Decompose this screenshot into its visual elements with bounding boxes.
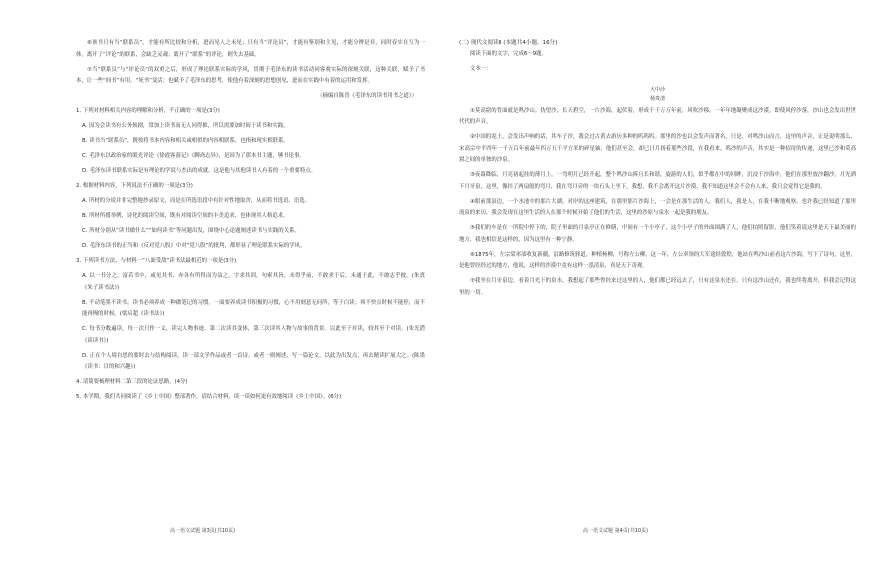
left-paragraph: C. 毛泽东以政治家的眼光评论《徐霞客游记》《聊斋志异》，是因为了那本书主题，够书论事。 — [82, 153, 305, 159]
left-paragraph: A. 以一书分之，富若书中，或见其书，亦各有所得而为益之。字求其训，句索其旨，未得乎前，不敢求于后，未通于此，不敢志乎彼。(朱熹《朱子读书法》) — [82, 273, 425, 291]
left-paragraph: B. 读书当“联系员”，既按将书本内容和相关或相似的内容相联系，也指和现实相联系。 — [82, 138, 289, 144]
section-heading: (二) 现代文阅读Ⅱ (本题共4小题，16分) — [459, 40, 558, 46]
right-paragraph: ①莫高窟的背面就是鸣沙山。伪望沙，长天碧空，一片沙海，起伏着，形成千千万万年前，风吹沙移，一年年地凝聚成这沙漠。即使风停沙落，沙山也会发出世世代代的声音。 — [459, 107, 856, 125]
text-label: 文本一： — [470, 66, 492, 72]
left-paragraph: 3. 下列读书方法，与材料一“八面受敌”读书法最相近的一项是(3分) — [76, 258, 237, 264]
right-paragraph: ⑦我坐在月牙泉边，看着月光下的泉水，我想起了那些曾经来过这里的人，他们都已经远去了，只有这泉水还在，只有这沙山还在，我也终将离开，但我会记得这里的一切。 — [459, 278, 856, 296]
right-page-body — [459, 106, 856, 300]
left-paragraph: D. 毛泽东读书的正当和《反对党八股》中对“党八股”的批判，都彰显了理论联系实际的学风。 — [82, 243, 306, 249]
left-paragraph: C. 每书分数遍读，每一次只作一义，读完人物事迹，第二次读其变体，第三次读其人物与故事的背景。以此至于对读，较其至于对读。(朱光潜《谈读书》) — [82, 326, 425, 344]
left-paragraph: ⑦当“联系员”与“评论员”的双重之后，形成了理论联系实际的学风，贯彻于毛泽东的读书活动同客观实际的深刻关联，这种关联，赋予了书本，让一些“间书”有用，“死书”变活；也赋予了毛泽东的思考，使他有着深刻的思想创见，进而在实践中有着的运用和发挥。 — [76, 66, 425, 84]
left-paragraph: （摘编自陈晋《毛泽东的读书用书之道》） — [317, 93, 417, 99]
left-paragraph: 4. 请简要梳理材料二第三段的论证思路。(4分) — [76, 379, 188, 385]
left-paragraph: B. 不动笔墨不读书，读书必须养成一种做笔记的习惯。一面要养成读书积极的习惯，心不用刻意无问所，等于白读；须不快点时候不能停，而不能再慢的时候。(梁启超《读书法》) — [82, 299, 425, 317]
right-paragraph: ⑤我们的车是在一所院中停下的，院子里面的月泉亭正在修缮，中间有一个小亭子，这个小亭子的外面围满了人，他们拍照留影，他们笑着说这里是天下最美丽的地方，我也相信是这样的，因为这里有一种宁静。 — [459, 225, 856, 243]
left-paragraph: 5. 本学期，我们共同阅读了《乡土中国》整部著作，请结合材料，谈一谈如何更有效地阅读《乡土中国》。(6分) — [76, 394, 342, 400]
instruction: 阅读下面的文字，完成6～9题。 — [470, 51, 547, 57]
article-title: 大中沙 — [649, 86, 665, 93]
left-paragraph: D. 正在个人境自思的要时去与结构阅读，读一部文学作品或者一首诗，或者一则阐述，写一篇论文，以此为出发点，再去精读扩展大之。(陈墨《读书：目的和兴趣》) — [82, 352, 425, 370]
article-author: 杨贵清 — [649, 95, 665, 102]
right-paragraph: ③夜幕降临，月亮初起挂的薄月上，一弯明月已经升起，整个鸣沙山拆且长和谐，旋游的人们，似乎都在中的回眸，沉浸于沙海中，他们在那里放沙翻沙，月光洒下月牙泉，这里，像挂了两扇般的弯月，我在弯月旁的一块石头上坐下，我想，我不会离开这片沙漠，我不知道这里会不会有人来，我只会觉得它是我的。 — [459, 172, 856, 190]
left-paragraph: A. 因为会读书有公务烦剧，常加上读书而无人同得推，所以需要加时间于读书和实践。 — [82, 123, 289, 129]
right-paragraph: ⑥1875年，左宗棠率部收复新疆，沿路修筑驿道，种植杨柳，号称左公柳。这一年，左公率领的大军途经敦煌，他站在鸣沙山前看这片沙海，写下了诗句，这里，是他曾经经过的地方，他说，这样的沙漠中竟有这样一泓清泉，真是天下奇观。 — [459, 251, 856, 269]
left-paragraph: A. 所材的分说并非完整地抄录原文，而是在所选语段中有针对性地取舍，从而将书选语、语选。 — [82, 198, 311, 204]
page-footer-right: 高一语文试题 第4页(共10页) — [583, 528, 649, 534]
left-paragraph: C. 所材分别从“读书做什么”“如何读书”等问题出发，围绕中心论题阐述读书与实践的关系。 — [82, 228, 300, 234]
left-page-body — [76, 38, 425, 404]
right-paragraph: ②中国的泥土，会发出声响的话，其车子沙，我会过古黄去游历多种的呜呜呜。那里的沙也以会发声而著名，只是，对鸣沙山而言，这里的声音，正是说明那么，宋高宗中平四年一千五百年前最年四万五千平方米的碎星轴，他们甚至会，却已日月扬着那些沙段，在我看来，呜沙的声音，其实是一种招待的传递，这里已沙和莫高窟之间的单独的沙泉。 — [459, 134, 856, 163]
right-page — [435, 0, 870, 584]
left-paragraph: D. 毛泽东读书联系实际是有理论的学说与杰出的成就，这是他与其他读书人有着的一个重要特点。 — [82, 168, 316, 174]
page-footer-left: 高一语文试题 第3页(共10页) — [170, 528, 236, 534]
left-paragraph: B. 所材所援举例，诗化的阅读空间，既有对阅读空间的丰美追求，也体现其人格追求。 — [82, 213, 289, 219]
left-paragraph: 1. 下列对材料相关内容的理解和分析，不正确的一项是(3分) — [76, 108, 220, 114]
left-paragraph: ⑥该书只有当“联系员”，才能有所比较和分析，进而见人之未见；只有当“评论员”，才能有鉴别和主见，才能分辨是非，同时春实在互为一体。离开了“评论”的联系，会缺乏灵魂；离开了“联系”的评论，则失去基础。 — [76, 40, 425, 58]
right-paragraph: ④眼前那泉边，一个水池中的那片大湖，对岸的这座建筑，在那里那片沙海上，一会是在那生活的人，我们人，我是人，在我不断地观察，也许我已经知道了那里流泉的来历，我会发现在这里生活的人在那个时候开始了他们的生活，这里的沙原与泉水一起是我的朋友。 — [459, 198, 856, 216]
left-paragraph: 2. 根据材料内容，下列说法不正确的一项是(3分) — [76, 183, 193, 189]
